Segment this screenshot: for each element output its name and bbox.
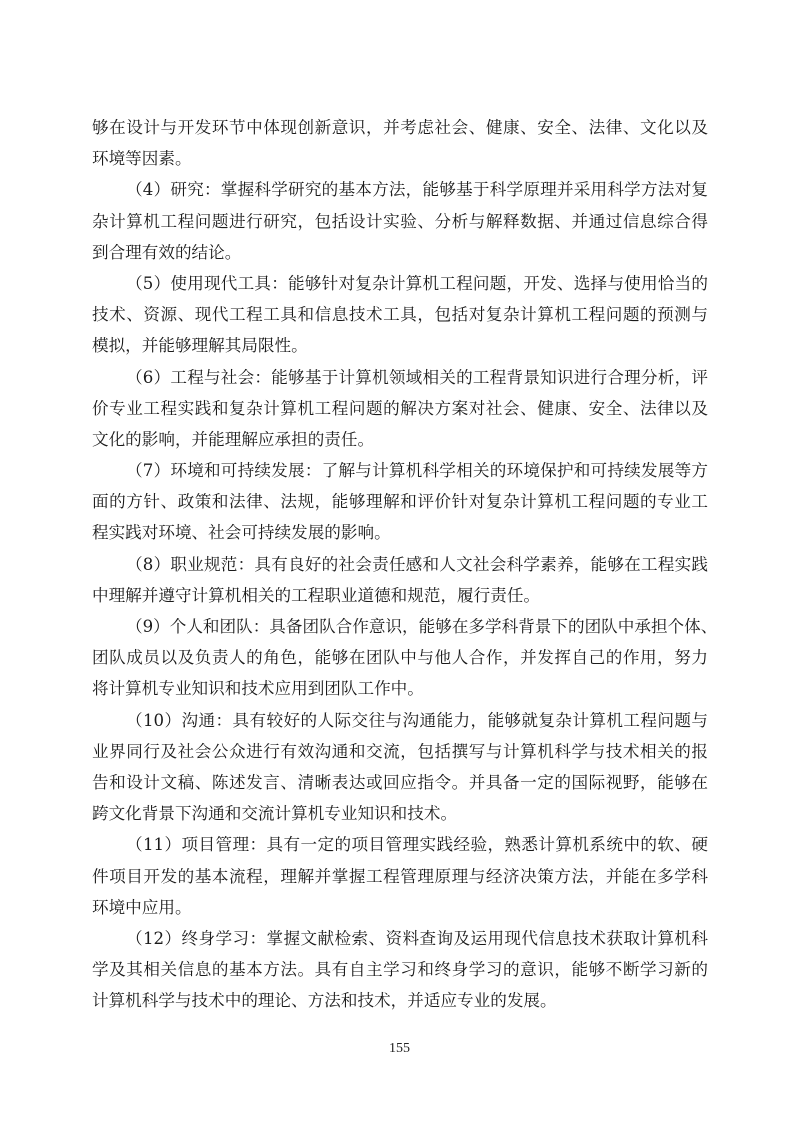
page-number: 155 [389,1041,410,1056]
body-text [92,112,718,1016]
text-line: （12）终身学习：掌握文献检索、资料查询及运用现代信息技术获取计算机科 [126,928,708,948]
text-line: 环境等因素。 [92,149,192,169]
text-line: 技术、资源、现代工程工具和信息技术工具，包括对复杂计算机工程问题的预测与 [92,305,708,325]
text-line: 够在设计与开发环节中体现创新意识，并考虑社会、健康、安全、法律、文化以及 [92,118,708,137]
text-line: 模拟，并能够理解其局限性。 [92,336,308,356]
text-line: 告和设计文稿、陈述发言、清晰表达或回应指令。并具备一定的国际视野，能够在 [92,772,708,792]
paragraph-research [92,174,708,268]
text-line: 中理解并遵守计算机相关的工程职业道德和规范，履行责任。 [92,585,541,605]
paragraph [92,112,708,174]
text-line: 跨文化背景下沟通和交流计算机专业知识和技术。 [92,804,458,824]
paragraph-project-management [92,829,708,923]
text-line: 将计算机专业知识和技术应用到团队工作中。 [92,679,424,699]
paragraph-communication [92,705,708,830]
text-line: （5）使用现代工具：能够针对复杂计算机工程问题，开发、选择与使用恰当的 [126,273,708,293]
text-line: 环境中应用。 [92,897,192,917]
text-line: 文化的影响，并能理解应承担的责任。 [92,429,375,449]
text-line: 价专业工程实践和复杂计算机工程问题的解决方案对社会、健康、安全、法律以及 [92,398,708,418]
text-line: （10）沟通：具有较好的人际交往与沟通能力，能够就复杂计算机工程问题与 [126,710,708,730]
paragraph-engineering-society [92,362,708,456]
text-line: 件项目开发的基本流程，理解并掌握工程管理原理与经济决策方法，并能在多学科 [92,866,708,886]
paragraph-teamwork [92,611,718,705]
text-line: 团队成员以及负责人的角色，能够在团队中与他人合作，并发挥自己的作用，努力 [92,648,708,668]
paragraph-modern-tools [92,268,708,362]
text-line: （8）职业规范：具有良好的社会责任感和人文社会科学素养，能够在工程实践 [126,554,708,574]
text-line: （4）研究：掌握科学研究的基本方法，能够基于科学原理并采用科学方法对复 [126,180,708,200]
text-line: （6）工程与社会：能够基于计算机领域相关的工程背景知识进行合理分析，评 [126,367,708,387]
text-line: 到合理有效的结论。 [92,242,242,262]
text-line: 业界同行及社会公众进行有效沟通和交流，包括撰写与计算机科学与技术相关的报 [92,741,708,761]
text-line: 程实践对环境、社会可持续发展的影响。 [92,523,391,543]
paragraph-lifelong-learning [92,923,708,1017]
text-line: 面的方针、政策和法律、法规，能够理解和评价针对复杂计算机工程问题的专业工 [92,492,708,512]
text-line: （9）个人和团队：具备团队合作意识，能够在多学科背景下的团队中承担个体、 [126,617,718,636]
text-line: 计算机科学与技术中的理论、方法和技术，并适应专业的发展。 [92,991,557,1011]
text-line: （11）项目管理：具有一定的项目管理实践经验，熟悉计算机系统中的软、硬 [126,835,708,855]
paragraph-sustainability [92,455,708,549]
paragraph-professional-norms [92,549,708,611]
text-line: 学及其相关信息的基本方法。具有自主学习和终身学习的意识，能够不断学习新的 [92,960,708,980]
text-line: （7）环境和可持续发展：了解与计算机科学相关的环境保护和可持续发展等方 [126,461,708,481]
text-line: 杂计算机工程问题进行研究，包括设计实验、分析与解释数据、并通过信息综合得 [92,211,708,231]
